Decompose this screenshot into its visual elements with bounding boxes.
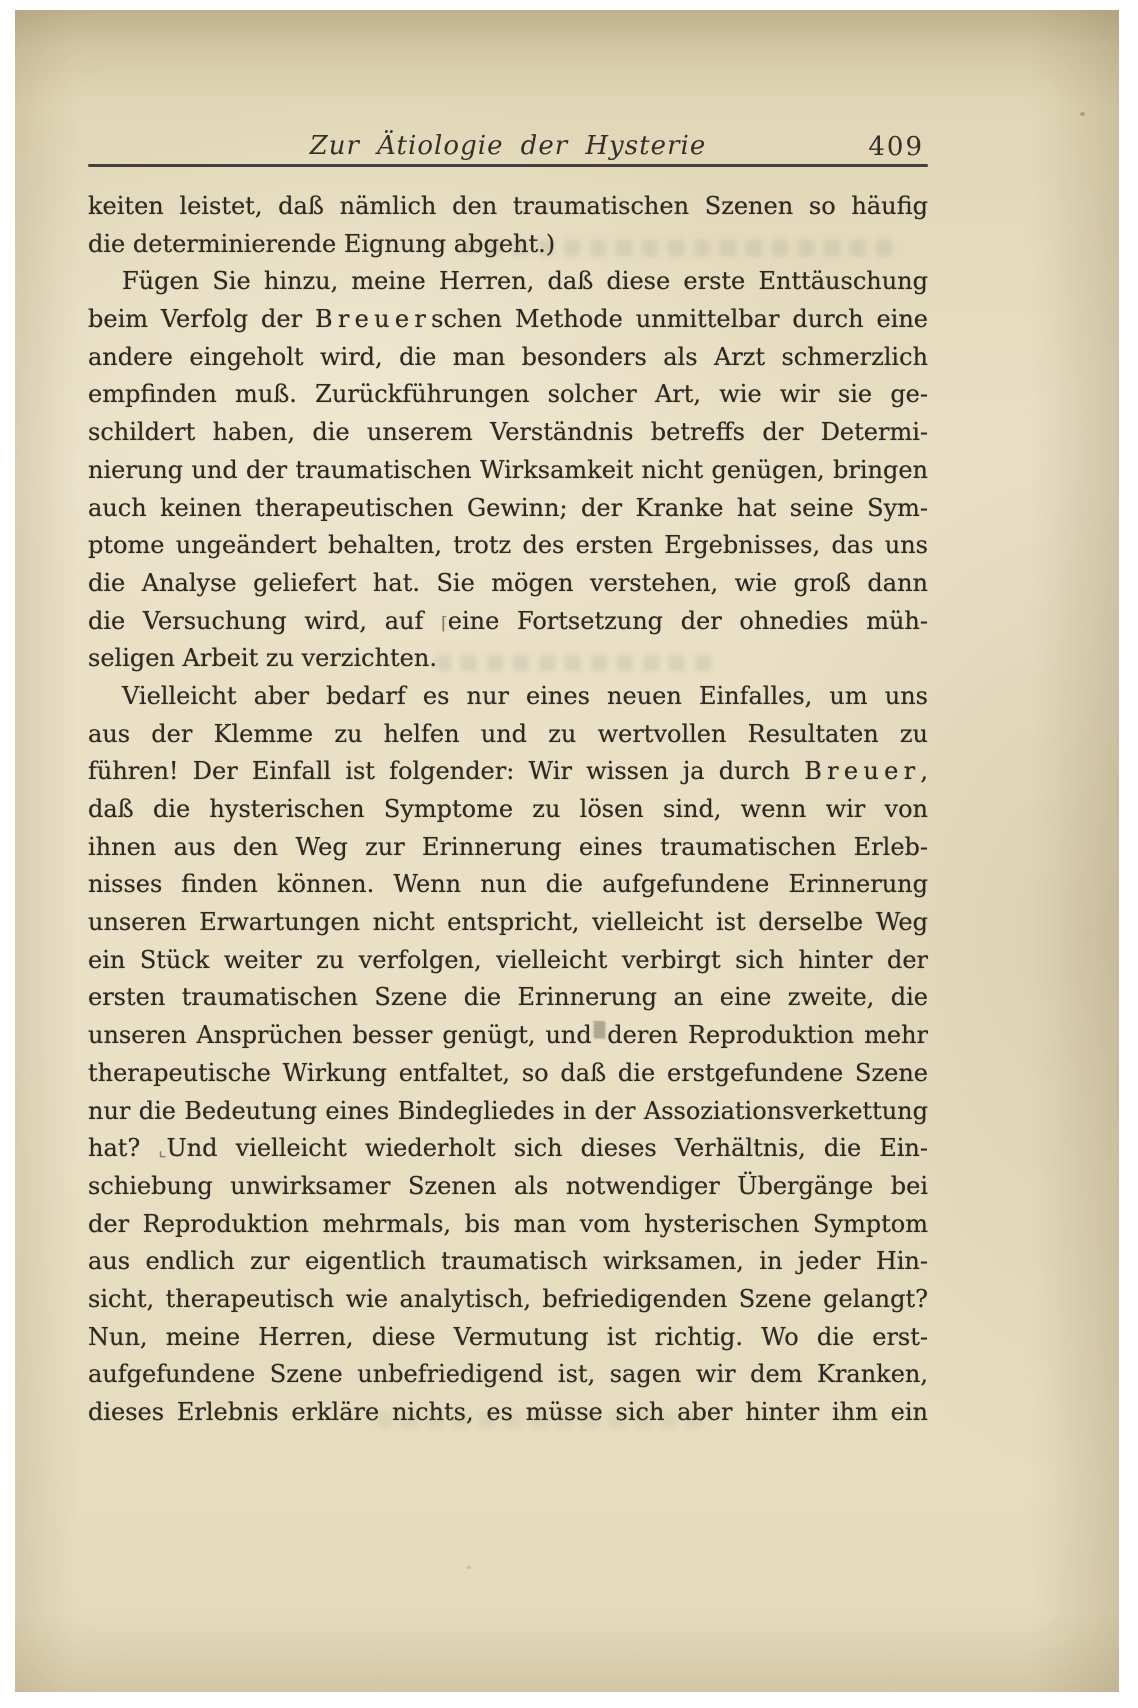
text-segment: eine Fortsetzung der ohnedies müh- bbox=[447, 606, 928, 635]
text-line bbox=[88, 414, 928, 452]
header-rule bbox=[88, 164, 928, 167]
text-segment: dieses Erlebnis erkläre nichts, es müsse sich aber hinter ihm ein bbox=[88, 1398, 928, 1426]
text-line bbox=[88, 866, 928, 904]
text-segment: die Versuchung wird, auf bbox=[88, 606, 442, 635]
text-segment: daß die hysterischen Symptome zu lösen sind, wenn wir von bbox=[88, 795, 928, 823]
text-segment: aufgefundene Szene unbefriedigend ist, sagen wir dem Kranken, bbox=[88, 1360, 928, 1389]
text-line bbox=[88, 791, 928, 829]
text-segment: Und vielleicht wiederholt sich dieses Verhältnis, die Ein- bbox=[166, 1134, 928, 1163]
text-segment: schiebung unwirksamer Szenen als notwendiger Übergänge bei bbox=[88, 1171, 928, 1200]
text-segment: sicht, therapeutisch wie analytisch, befriedigenden Szene gelangt? bbox=[88, 1284, 928, 1313]
text-line bbox=[88, 1055, 928, 1093]
text-segment: ihnen aus den Weg zur Erinnerung eines traumatischen Erleb- bbox=[88, 832, 928, 861]
sperr-segment: Breuer bbox=[804, 757, 921, 786]
paper-speck bbox=[1080, 112, 1085, 116]
text-line bbox=[88, 678, 928, 716]
text-line bbox=[88, 640, 928, 678]
text-line bbox=[88, 1168, 928, 1206]
text-segment: die Analyse geliefert hat. Sie mögen verstehen, wie groß dann bbox=[88, 568, 928, 597]
text-line bbox=[88, 716, 928, 754]
text-segment: ein Stück weiter zu verfolgen, vielleicht verbirgt sich hinter der bbox=[88, 945, 928, 974]
text-line bbox=[88, 1206, 928, 1244]
text-line bbox=[88, 263, 928, 301]
mark-segment: ⌈ bbox=[441, 613, 448, 634]
text-line bbox=[88, 904, 928, 942]
mark-segment: ⌞ bbox=[158, 1141, 167, 1162]
text-line bbox=[88, 1130, 928, 1168]
text-line bbox=[88, 188, 928, 226]
text-segment: aus der Klemme zu helfen und zu wertvollen Resultaten zu bbox=[88, 719, 928, 748]
text-segment: seligen Arbeit zu verzichten. bbox=[88, 644, 437, 673]
smudge-segment: ▒ bbox=[593, 1021, 606, 1040]
text-line bbox=[88, 527, 928, 565]
text-segment: unseren Erwartungen nicht entspricht, vielleicht ist derselbe Weg bbox=[88, 908, 928, 937]
page-number: 409 bbox=[868, 132, 924, 162]
text-segment: Fügen Sie hinzu, meine Herren, daß diese erste Enttäuschung bbox=[122, 267, 928, 296]
text-segment: unseren Ansprüchen besser genügt, und bbox=[88, 1021, 592, 1050]
text-segment: führen! Der Einfall ist folgender: Wir wissen ja durch bbox=[88, 757, 805, 786]
text-line bbox=[88, 452, 928, 490]
text-segment: empfinden muß. Zurückführungen solcher Art, wie wir sie ge- bbox=[88, 380, 928, 409]
text-line bbox=[88, 1356, 928, 1394]
text-line bbox=[88, 301, 928, 339]
text-segment: andere eingeholt wird, die man besonders als Arzt schmerzlich bbox=[88, 342, 928, 371]
text-segment: keiten leistet, daß nämlich den traumatischen Szenen so häufig bbox=[88, 192, 928, 220]
text-segment: deren Reproduktion mehr bbox=[607, 1021, 929, 1050]
text-segment: Vielleicht aber bedarf es nur eines neuen Einfalles, um uns bbox=[122, 681, 928, 710]
text-segment: nierung und der traumatischen Wirksamkeit nicht genügen, bringen bbox=[88, 455, 928, 484]
text-segment: nur die Bedeutung eines Bindegliedes in der Assoziationsverkettung bbox=[88, 1096, 928, 1125]
text-line bbox=[88, 753, 928, 791]
text-line bbox=[88, 603, 928, 641]
text-line bbox=[88, 979, 928, 1017]
body-text bbox=[88, 188, 928, 1432]
text-line bbox=[88, 376, 928, 414]
running-head-title: Zur Ätiologie der Hysterie bbox=[309, 131, 707, 161]
text-line bbox=[88, 829, 928, 867]
text-column bbox=[88, 130, 928, 1432]
text-line bbox=[88, 565, 928, 603]
text-line bbox=[88, 1093, 928, 1131]
text-segment: der Reproduktion mehrmals, bis man vom hysterischen Symptom bbox=[88, 1209, 928, 1238]
sperr-segment: Breuer bbox=[315, 305, 432, 334]
text-segment: schildert haben, die unserem Verständnis betreffs der Determi- bbox=[88, 418, 928, 447]
paper-speck bbox=[467, 1566, 471, 1569]
text-line bbox=[88, 1319, 928, 1357]
text-segment: ptome ungeändert behalten, trotz des ersten Ergebnisses, das uns bbox=[88, 531, 928, 560]
text-line bbox=[88, 1281, 928, 1319]
text-segment: auch keinen therapeutischen Gewinn; der Kranke hat seine Sym- bbox=[88, 493, 928, 522]
text-line bbox=[88, 1394, 928, 1432]
text-segment: , bbox=[920, 757, 928, 786]
text-line bbox=[88, 226, 928, 264]
text-segment: ersten traumatischen Szene die Erinnerung an eine zweite, die bbox=[88, 983, 928, 1012]
text-line bbox=[88, 490, 928, 528]
text-segment: hat? bbox=[88, 1134, 159, 1163]
text-segment: aus endlich zur eigentlich traumatisch wirksamen, in jeder Hin- bbox=[88, 1247, 928, 1276]
text-segment: therapeutische Wirkung entfaltet, so daß die erstgefundene Szene bbox=[88, 1058, 928, 1087]
text-segment: beim Verfolg der bbox=[88, 305, 315, 334]
text-line bbox=[88, 1243, 928, 1281]
text-line bbox=[88, 339, 928, 377]
text-segment: nisses finden können. Wenn nun die aufgefundene Erinnerung bbox=[88, 870, 928, 899]
text-segment: die determinierende Eignung abgeht.) bbox=[88, 229, 556, 258]
page-header bbox=[88, 130, 928, 162]
scanned-book-page bbox=[15, 10, 1119, 1692]
text-segment: schen Methode unmittelbar durch eine bbox=[431, 305, 928, 334]
text-line bbox=[88, 942, 928, 980]
text-line bbox=[88, 1017, 928, 1055]
text-segment: Nun, meine Herren, diese Vermutung ist richtig. Wo die erst- bbox=[88, 1322, 928, 1351]
